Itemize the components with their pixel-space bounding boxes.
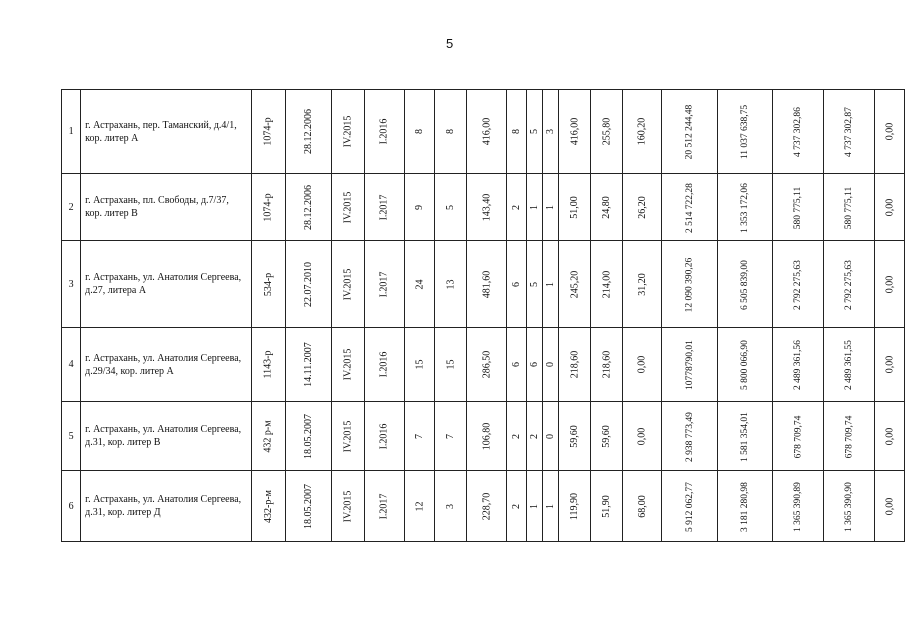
- cell-text: 245,20: [569, 270, 581, 298]
- cell-doc-date: [285, 174, 331, 241]
- cell-s3: [773, 241, 824, 328]
- cell-text: 0,00: [883, 497, 895, 515]
- cell-s3: [773, 471, 824, 542]
- cell-text: 11 037 638,75: [739, 104, 750, 160]
- cell-text: 214,00: [601, 270, 613, 298]
- cell-text: 15: [414, 359, 426, 370]
- cell-s1: [662, 241, 718, 328]
- cell-text: 10778790,01: [684, 340, 695, 390]
- cell-text: 1: [545, 281, 557, 287]
- cell-num: 2: [62, 174, 81, 241]
- cell-s1: [662, 174, 718, 241]
- cell-text: 432 р-м: [262, 419, 274, 453]
- cell-s2: [717, 90, 772, 174]
- cell-text: 6: [528, 362, 540, 367]
- cell-text: 2: [510, 433, 522, 439]
- cell-text: 2 792 275,63: [793, 259, 803, 310]
- cell-area-c: [623, 90, 662, 174]
- cell-text: 255,80: [601, 117, 613, 146]
- cell-text: 8: [445, 129, 457, 134]
- cell-text: 228,70: [480, 492, 492, 520]
- cell-text: 580 775,11: [843, 186, 854, 229]
- cell-area-total: [466, 328, 506, 402]
- cell-num: 5: [62, 402, 81, 471]
- cell-text: I.2016: [378, 351, 390, 378]
- cell-area-b: [590, 174, 623, 241]
- cell-text: 13: [445, 279, 457, 289]
- cell-c1: [404, 241, 434, 328]
- cell-s2: [717, 241, 772, 328]
- cell-text: 12 090 390,26: [684, 257, 695, 312]
- cell-text: 3 181 280,98: [739, 481, 750, 532]
- cell-text: 6 505 839,00: [739, 259, 750, 310]
- cell-planned-period: [331, 471, 364, 542]
- cell-text: 119,90: [569, 492, 581, 520]
- cell-text: 5: [445, 204, 457, 210]
- cell-text: 416,00: [480, 117, 492, 146]
- cell-num: 4: [62, 328, 81, 402]
- cell-planned-period: [331, 90, 364, 174]
- cell-s2: [717, 471, 772, 542]
- cell-planned-period: [331, 402, 364, 471]
- cell-doc-no: [251, 328, 285, 402]
- cell-text: 1: [528, 503, 540, 509]
- cell-text: 2 514 722,28: [684, 182, 695, 233]
- page-number: 5: [446, 36, 454, 51]
- cell-s1: [662, 90, 718, 174]
- cell-doc-no: [251, 174, 285, 241]
- cell-s3: [773, 402, 824, 471]
- cell-address: г. Астрахань, ул. Анатолия Сергеева, д.29/34, кор. литер А: [81, 328, 252, 402]
- cell-num: 6: [62, 471, 81, 542]
- cell-text: 8: [414, 129, 426, 134]
- cell-s4: [823, 90, 874, 174]
- cell-text: 0,00: [636, 427, 648, 445]
- cell-text: IV.2015: [342, 490, 354, 522]
- cell-text: 2 792 275,63: [843, 259, 854, 310]
- cell-address: г. Астрахань, ул. Анатолия Сергеева, д.31, кор. литер В: [81, 402, 252, 471]
- cell-area-a: [559, 402, 590, 471]
- cell-c4: [526, 402, 542, 471]
- cell-area-b: [590, 328, 623, 402]
- cell-actual-period: [364, 90, 404, 174]
- cell-text: 18.05.2007: [302, 483, 314, 529]
- cell-text: 2: [510, 503, 522, 509]
- cell-text: 15: [445, 359, 457, 370]
- cell-text: 0: [545, 433, 557, 439]
- cell-text: 2 489 361,55: [843, 340, 854, 390]
- cell-s5: [874, 174, 904, 241]
- cell-s1: [662, 328, 718, 402]
- cell-area-c: [623, 328, 662, 402]
- cell-planned-period: [331, 174, 364, 241]
- cell-actual-period: [364, 471, 404, 542]
- cell-text: 22.07.2010: [302, 261, 314, 307]
- cell-text: 3: [445, 503, 457, 509]
- cell-area-b: [590, 241, 623, 328]
- cell-c5: [542, 471, 559, 542]
- cell-doc-date: [285, 241, 331, 328]
- cell-c5: [542, 328, 559, 402]
- cell-text: 26,20: [636, 195, 648, 219]
- cell-s4: [823, 402, 874, 471]
- cell-c5: [542, 174, 559, 241]
- cell-text: 4 737 302,86: [793, 107, 803, 157]
- cell-s3: [773, 174, 824, 241]
- cell-text: IV.2015: [342, 420, 354, 452]
- cell-c3: [507, 174, 527, 241]
- cell-c3: [507, 90, 527, 174]
- cell-doc-no: [251, 471, 285, 542]
- cell-text: 2: [528, 433, 540, 439]
- table-row: [62, 328, 905, 402]
- cell-text: 0,00: [636, 355, 648, 374]
- cell-actual-period: [364, 328, 404, 402]
- cell-text: 1074-р: [262, 117, 274, 146]
- cell-text: I.2017: [378, 194, 390, 220]
- cell-num: 1: [62, 90, 81, 174]
- cell-s5: [874, 241, 904, 328]
- cell-text: 5 912 062,77: [684, 481, 695, 532]
- cell-text: 1: [545, 503, 557, 509]
- cell-area-b: [590, 90, 623, 174]
- cell-s1: [662, 402, 718, 471]
- cell-doc-no: [251, 402, 285, 471]
- cell-c5: [542, 241, 559, 328]
- cell-s4: [823, 241, 874, 328]
- cell-c1: [404, 328, 434, 402]
- cell-text: 678 709,74: [793, 415, 803, 458]
- cell-s2: [717, 328, 772, 402]
- cell-c2: [435, 402, 467, 471]
- cell-text: 0,00: [883, 275, 895, 293]
- cell-planned-period: [331, 328, 364, 402]
- cell-text: 432-р-м: [262, 489, 274, 523]
- housing-registry-table: [61, 89, 905, 542]
- cell-c2: [435, 174, 467, 241]
- cell-text: 143,40: [480, 193, 492, 221]
- table-row: [62, 471, 905, 542]
- cell-text: I.2016: [378, 118, 390, 145]
- cell-area-a: [559, 174, 590, 241]
- cell-s1: [662, 471, 718, 542]
- cell-text: 286,50: [480, 350, 492, 379]
- cell-text: 6: [510, 362, 522, 367]
- cell-text: 7: [414, 433, 426, 439]
- cell-text: 28.12.2006: [302, 109, 314, 154]
- cell-text: IV.2015: [342, 191, 354, 223]
- cell-text: IV.2015: [342, 115, 354, 148]
- cell-s2: [717, 174, 772, 241]
- cell-s5: [874, 90, 904, 174]
- cell-doc-no: [251, 90, 285, 174]
- cell-text: I.2017: [378, 493, 390, 519]
- cell-area-a: [559, 471, 590, 542]
- cell-c5: [542, 402, 559, 471]
- cell-area-c: [623, 402, 662, 471]
- cell-text: 18.05.2007: [302, 413, 314, 459]
- cell-s4: [823, 471, 874, 542]
- cell-text: 5: [528, 129, 540, 134]
- cell-text: 5 800 066,90: [739, 340, 750, 390]
- cell-s5: [874, 402, 904, 471]
- cell-planned-period: [331, 241, 364, 328]
- cell-doc-date: [285, 402, 331, 471]
- cell-s5: [874, 471, 904, 542]
- cell-text: 59,60: [601, 424, 613, 448]
- cell-text: 1 353 172,06: [739, 182, 750, 233]
- cell-area-c: [623, 174, 662, 241]
- cell-text: 1 365 390,90: [843, 481, 854, 532]
- cell-text: 6: [510, 281, 522, 287]
- cell-text: 1 365 390,89: [793, 481, 803, 532]
- table-row: [62, 241, 905, 328]
- cell-text: 580 775,11: [793, 186, 803, 229]
- cell-num: 3: [62, 241, 81, 328]
- cell-c1: [404, 402, 434, 471]
- cell-text: 1 581 354,01: [739, 411, 750, 462]
- cell-address: г. Астрахань, ул. Анатолия Сергеева, д.27, литера А: [81, 241, 252, 328]
- cell-text: 3: [545, 129, 557, 134]
- cell-text: 0,00: [883, 198, 895, 216]
- cell-text: 9: [414, 204, 426, 210]
- cell-c4: [526, 174, 542, 241]
- cell-text: 0,00: [883, 355, 895, 374]
- cell-text: 218,60: [569, 350, 581, 379]
- cell-s4: [823, 174, 874, 241]
- cell-area-c: [623, 471, 662, 542]
- cell-c2: [435, 241, 467, 328]
- cell-c2: [435, 471, 467, 542]
- cell-text: 24: [414, 279, 426, 289]
- cell-text: 4 737 302,87: [843, 107, 854, 157]
- cell-doc-date: [285, 471, 331, 542]
- cell-text: 2: [510, 204, 522, 210]
- cell-c1: [404, 90, 434, 174]
- cell-doc-date: [285, 328, 331, 402]
- table-row: [62, 174, 905, 241]
- cell-text: 24,80: [601, 195, 613, 219]
- cell-area-total: [466, 174, 506, 241]
- cell-text: 51,00: [569, 195, 581, 219]
- cell-s4: [823, 328, 874, 402]
- cell-c3: [507, 471, 527, 542]
- cell-c2: [435, 90, 467, 174]
- cell-area-a: [559, 328, 590, 402]
- cell-c4: [526, 241, 542, 328]
- cell-text: 5: [528, 281, 540, 287]
- cell-c4: [526, 328, 542, 402]
- cell-s2: [717, 402, 772, 471]
- cell-text: 106,80: [480, 422, 492, 450]
- cell-area-total: [466, 241, 506, 328]
- cell-actual-period: [364, 174, 404, 241]
- cell-text: 534-р: [262, 272, 274, 296]
- cell-address: г. Астрахань, пл. Свободы, д.7/37, кор. литер В: [81, 174, 252, 241]
- cell-text: 59,60: [569, 424, 581, 448]
- cell-c3: [507, 241, 527, 328]
- cell-area-b: [590, 471, 623, 542]
- cell-text: 218,60: [601, 350, 613, 379]
- cell-area-total: [466, 90, 506, 174]
- cell-area-a: [559, 90, 590, 174]
- cell-c5: [542, 90, 559, 174]
- table-row: [62, 90, 905, 174]
- cell-text: 20 512 244,48: [684, 104, 695, 160]
- cell-c1: [404, 471, 434, 542]
- cell-text: 160,20: [636, 117, 648, 146]
- cell-text: 1143-р: [262, 350, 274, 379]
- cell-text: 68,00: [636, 494, 648, 518]
- cell-area-a: [559, 241, 590, 328]
- cell-text: 7: [445, 433, 457, 439]
- cell-text: 14.11.2007: [302, 342, 314, 387]
- cell-c3: [507, 402, 527, 471]
- cell-text: 2 938 773,49: [684, 411, 695, 462]
- cell-text: 1074-р: [262, 192, 274, 222]
- cell-c2: [435, 328, 467, 402]
- cell-text: 1: [528, 204, 540, 210]
- cell-text: 481,60: [480, 270, 492, 298]
- table-row: [62, 402, 905, 471]
- cell-area-total: [466, 402, 506, 471]
- cell-area-b: [590, 402, 623, 471]
- cell-text: 678 709,74: [843, 415, 854, 458]
- cell-s3: [773, 90, 824, 174]
- cell-c3: [507, 328, 527, 402]
- cell-s5: [874, 328, 904, 402]
- cell-address: г. Астрахань, ул. Анатолия Сергеева, д.31, кор. литер Д: [81, 471, 252, 542]
- cell-doc-no: [251, 241, 285, 328]
- cell-text: IV.2015: [342, 348, 354, 381]
- cell-c4: [526, 90, 542, 174]
- cell-text: 416,00: [569, 117, 581, 146]
- cell-actual-period: [364, 241, 404, 328]
- cell-address: г. Астрахань, пер. Таманский, д.4/1, кор. литер А: [81, 90, 252, 174]
- cell-text: 2 489 361,56: [793, 340, 803, 390]
- cell-text: 51,90: [601, 494, 613, 518]
- cell-text: 1: [545, 204, 557, 210]
- cell-text: IV.2015: [342, 268, 354, 300]
- cell-doc-date: [285, 90, 331, 174]
- cell-area-total: [466, 471, 506, 542]
- cell-actual-period: [364, 402, 404, 471]
- cell-text: 31,20: [636, 272, 648, 296]
- cell-text: 28.12.2006: [302, 184, 314, 230]
- cell-area-c: [623, 241, 662, 328]
- cell-text: I.2016: [378, 423, 390, 449]
- cell-text: 0,00: [883, 122, 895, 141]
- cell-s3: [773, 328, 824, 402]
- cell-text: 0,00: [883, 427, 895, 445]
- cell-text: I.2017: [378, 271, 390, 297]
- cell-c4: [526, 471, 542, 542]
- cell-text: 0: [545, 362, 557, 367]
- cell-c1: [404, 174, 434, 241]
- cell-text: 8: [510, 129, 522, 134]
- cell-text: 12: [414, 501, 426, 511]
